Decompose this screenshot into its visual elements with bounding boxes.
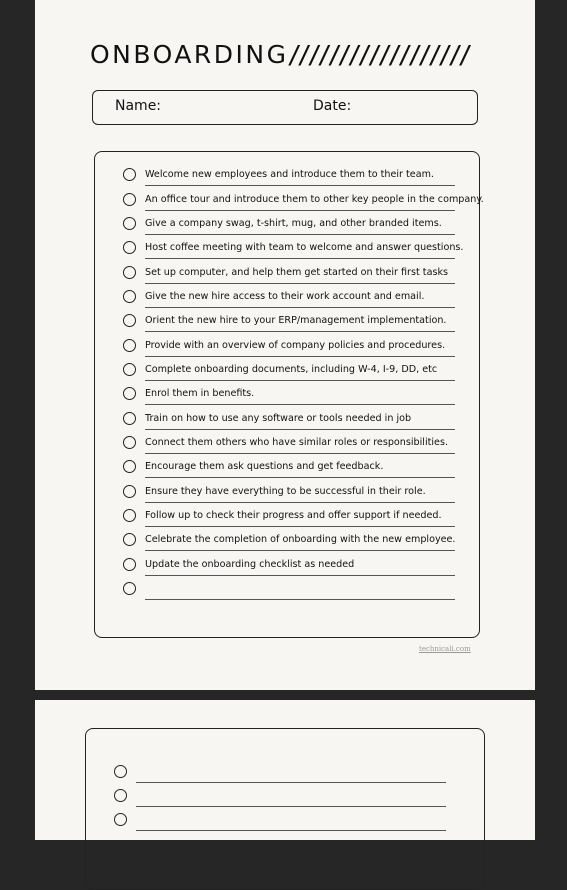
checkbox-circle[interactable] bbox=[123, 509, 136, 522]
write-line bbox=[145, 599, 455, 600]
checkbox-circle[interactable] bbox=[123, 558, 136, 571]
checklist-item-text: Celebrate the completion of onboarding with the new employee. bbox=[145, 534, 456, 545]
write-line bbox=[145, 331, 455, 332]
checklist-box bbox=[85, 728, 485, 890]
checkbox-circle[interactable] bbox=[123, 217, 136, 230]
checkbox-circle[interactable] bbox=[123, 533, 136, 546]
checkbox-circle[interactable] bbox=[123, 412, 136, 425]
write-line bbox=[136, 830, 446, 831]
checklist-item bbox=[95, 333, 479, 357]
checklist-item-text: Set up computer, and help them get started on their first tasks bbox=[145, 267, 448, 278]
title-decoration: ////////////////// bbox=[287, 40, 468, 69]
checklist-item-text: An office tour and introduce them to other key people in the company. bbox=[145, 194, 484, 205]
checklist-item-text: Host coffee meeting with team to welcome and answer questions. bbox=[145, 242, 464, 253]
checklist-item-text: Follow up to check their progress and offer support if needed. bbox=[145, 510, 442, 521]
checklist-item bbox=[95, 211, 479, 235]
checklist-item-text: Welcome new employees and introduce them to their team. bbox=[145, 169, 434, 180]
checkbox-circle[interactable] bbox=[123, 460, 136, 473]
checklist-item bbox=[95, 552, 479, 576]
checkbox-circle[interactable] bbox=[114, 765, 127, 778]
checklist-item-blank bbox=[86, 783, 470, 807]
checklist-item-blank bbox=[95, 576, 479, 600]
checklist-box bbox=[94, 151, 484, 638]
name-label: Name: bbox=[115, 98, 162, 114]
checklist-item-text: Provide with an overview of company policies and procedures. bbox=[145, 340, 446, 351]
checklist-item bbox=[95, 503, 479, 527]
checklist-item bbox=[95, 187, 484, 211]
checkbox-circle[interactable] bbox=[123, 436, 136, 449]
checklist-page bbox=[35, 0, 535, 690]
write-line bbox=[145, 404, 455, 405]
write-line bbox=[145, 258, 455, 259]
checkbox-circle[interactable] bbox=[123, 168, 136, 181]
checklist-item-text: Update the onboarding checklist as needed bbox=[145, 559, 355, 570]
checklist-item bbox=[95, 406, 479, 430]
checklist-item bbox=[95, 162, 479, 186]
page-title: ONBOARDING bbox=[90, 40, 289, 69]
date-label: Date: bbox=[313, 98, 352, 114]
checklist-item-text: Give a company swag, t-shirt, mug, and other branded items. bbox=[145, 218, 442, 229]
checklist-item-text: Give the new hire access to their work account and email. bbox=[145, 291, 425, 302]
checkbox-circle[interactable] bbox=[123, 339, 136, 352]
checkbox-circle[interactable] bbox=[123, 582, 136, 595]
name-date-box bbox=[92, 90, 478, 125]
checklist-item-text: Encourage them ask questions and get feedback. bbox=[145, 461, 384, 472]
checklist-item bbox=[95, 527, 479, 551]
checklist-item-text: Train on how to use any software or tools needed in job bbox=[145, 413, 412, 424]
write-line bbox=[145, 550, 455, 551]
checklist-item bbox=[95, 454, 479, 478]
checkbox-circle[interactable] bbox=[123, 193, 136, 206]
checklist-item bbox=[95, 308, 479, 332]
checklist-item-text: Ensure they have everything to be successful in their role. bbox=[145, 486, 426, 497]
checklist-item-text: Enrol them in benefits. bbox=[145, 388, 255, 399]
checklist-item-blank bbox=[86, 759, 470, 783]
checklist-item-text: Connect them others who have similar roles or responsibilities. bbox=[145, 437, 448, 448]
checklist-item bbox=[95, 260, 479, 284]
checkbox-circle[interactable] bbox=[123, 290, 136, 303]
write-line bbox=[145, 185, 455, 186]
checklist-item bbox=[95, 430, 479, 454]
checklist-item bbox=[95, 357, 479, 381]
checklist-item bbox=[95, 235, 479, 259]
checkbox-circle[interactable] bbox=[114, 789, 127, 802]
checklist-item bbox=[95, 479, 479, 503]
checklist-item-text: Orient the new hire to your ERP/management implementation. bbox=[145, 315, 447, 326]
checkbox-circle[interactable] bbox=[123, 363, 136, 376]
checklist-item-text: Complete onboarding documents, including W-4, I-9, DD, etc bbox=[145, 364, 438, 375]
continuation-page bbox=[35, 700, 535, 840]
checkbox-circle[interactable] bbox=[123, 241, 136, 254]
source-link[interactable]: technicali.com bbox=[419, 645, 471, 653]
checklist-item bbox=[95, 381, 479, 405]
checkbox-circle[interactable] bbox=[123, 266, 136, 279]
checkbox-circle[interactable] bbox=[123, 485, 136, 498]
checklist-item bbox=[95, 284, 479, 308]
checkbox-circle[interactable] bbox=[114, 813, 127, 826]
checklist-item-blank bbox=[86, 807, 470, 831]
checkbox-circle[interactable] bbox=[123, 314, 136, 327]
write-line bbox=[145, 477, 455, 478]
checkbox-circle[interactable] bbox=[123, 387, 136, 400]
